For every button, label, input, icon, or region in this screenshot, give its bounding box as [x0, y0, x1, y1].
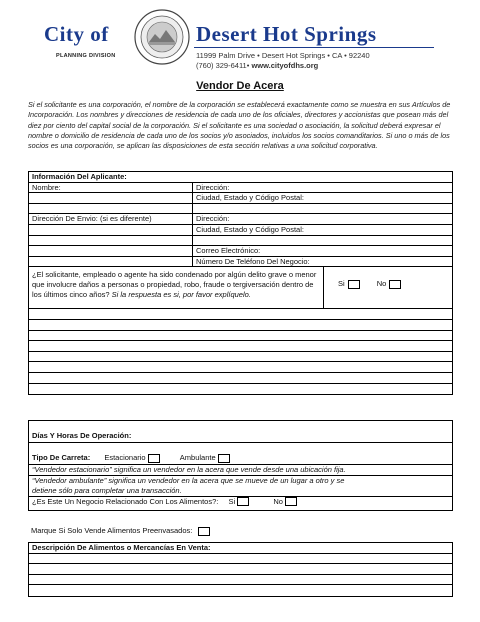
ambulant-def-line2: detiene sólo para completar una transacción.	[32, 485, 182, 495]
address2-field[interactable]: Dirección:	[196, 214, 230, 224]
goods-line[interactable]	[29, 585, 452, 596]
city2-row	[29, 225, 452, 236]
question-text: ¿El solicitante, empleado o agente ha sido condenado por algún delito grave o menor que involucre daños a personas o propiedad, robo, fraude o tergiversación dentro de los últimos cinco años?	[32, 270, 317, 300]
days-hours-label: Días Y Horas De Operación:	[32, 431, 132, 440]
header-divider	[194, 47, 434, 48]
blank-cell[interactable]	[193, 236, 452, 246]
contact-line	[196, 61, 318, 70]
business-phone-field[interactable]: Número De Teléfono Del Negocio:	[196, 256, 310, 266]
city-row	[29, 193, 452, 204]
name-field[interactable]: Nombre:	[29, 183, 193, 193]
blank-cell[interactable]	[29, 225, 193, 235]
explanation-line[interactable]	[29, 320, 452, 331]
applicant-heading: Información Del Aplicante:	[29, 172, 452, 183]
days-hours-row	[29, 421, 452, 443]
ambulant-label: Ambulante	[179, 453, 216, 462]
blank-cell[interactable]	[29, 257, 193, 267]
conviction-question-row	[29, 267, 452, 309]
explanation-line[interactable]	[29, 352, 452, 363]
city-of-text: City of	[44, 22, 109, 46]
prepackaged-row	[31, 526, 210, 536]
website-link[interactable]: www.cityofdhs.org	[251, 61, 319, 70]
phone-number: (760) 329-6411•	[196, 61, 250, 70]
blank-cell[interactable]	[29, 246, 193, 256]
phone-row	[29, 257, 452, 268]
blank-cell[interactable]	[29, 193, 193, 203]
cart-type-row	[29, 443, 452, 465]
cart-type-label: Tipo De Carreta:	[32, 453, 91, 462]
desert-hot-springs-text: Desert Hot Springs	[196, 22, 377, 46]
explanation-line[interactable]	[29, 384, 452, 395]
goods-table	[28, 542, 453, 597]
applicant-table	[28, 171, 453, 395]
operation-table	[28, 420, 453, 511]
yes-checkbox[interactable]	[348, 280, 360, 289]
goods-line[interactable]	[29, 575, 452, 586]
name-row	[29, 183, 452, 194]
prepackaged-label: Marque Si Solo Vende Alimentos Preenvasados:	[31, 526, 193, 535]
explanation-line[interactable]	[29, 331, 452, 342]
no-label: No	[376, 279, 387, 289]
email-field[interactable]: Correo Electrónico:	[196, 246, 261, 256]
ambulant-checkbox[interactable]	[218, 454, 230, 463]
mailing-address-field[interactable]: Dirección De Envio: (si es diferente)	[29, 214, 193, 224]
ambulant-def-line1: “Vendedor ambulante” significa un vendedor en la acera que se mueve de un lugar a otro y se	[32, 475, 345, 485]
goods-line[interactable]	[29, 564, 452, 575]
food-related-question: ¿Es Este Un Negocio Relacionado Con Los Alimentos?:	[32, 496, 219, 506]
food-yes-label: Si	[228, 496, 236, 506]
address-field[interactable]: Dirección:	[196, 182, 230, 192]
mailing-row	[29, 214, 452, 225]
explanation-line[interactable]	[29, 309, 452, 320]
form-title: Vendor De Acera	[196, 80, 284, 92]
explanation-line[interactable]	[29, 373, 452, 384]
spacer-row	[29, 236, 452, 247]
goods-heading: Descripción De Alimentos o Mercancías En Venta:	[29, 543, 452, 554]
city-seal-logo	[133, 8, 191, 66]
explanation-line[interactable]	[29, 341, 452, 352]
conviction-options	[324, 267, 452, 308]
question-explain: Si la respuesta es si, por favor explíquelo.	[111, 290, 251, 300]
food-no-label: No	[273, 496, 283, 506]
intro-paragraph: Si el solicitante es una corporación, el nombre de la corporación se establecerá exactamente como se muestra en sus Artículos de Incorporación. Los nombres y direcciones de residencia de cada uno de los oficiales, directores y accionistas que posean más del diez por ciento del capital social de la corporación. Si el solicitante es una sociedad o asociación, la solicitud deberá expresar el nombre o domicilio de residencia de cada uno de los socios y/o asociados, incluidos los socios comanditarios. Si uno o más de los socios es una corporación, se aplican las disposiciones de esta sección relativas a una solicitud corporativa.	[28, 100, 451, 151]
prepackaged-checkbox[interactable]	[198, 527, 210, 536]
goods-line[interactable]	[29, 554, 452, 565]
spacer-row	[29, 204, 452, 215]
food-related-row	[29, 497, 452, 510]
stationary-checkbox[interactable]	[148, 454, 160, 463]
blank-cell[interactable]	[29, 204, 193, 214]
no-checkbox[interactable]	[389, 280, 401, 289]
stationary-definition: “Vendedor estacionario” significa un vendedor en la acera que vende desde una ubicación fija.	[29, 465, 452, 476]
planning-division-label: PLANNING DIVISION	[56, 53, 116, 59]
conviction-question	[29, 267, 324, 308]
yes-label: Si	[338, 279, 345, 289]
city-state-zip2-field[interactable]: Ciudad, Estado y Código Postal:	[196, 224, 304, 234]
food-no-checkbox[interactable]	[285, 497, 297, 506]
food-yes-checkbox[interactable]	[237, 497, 249, 506]
stationary-label: Estacionario	[104, 453, 146, 462]
ambulant-definition	[29, 476, 452, 497]
explanation-line[interactable]	[29, 362, 452, 373]
email-row	[29, 246, 452, 257]
blank-cell[interactable]	[193, 204, 452, 214]
city-state-zip-field[interactable]: Ciudad, Estado y Código Postal:	[196, 193, 304, 203]
blank-cell[interactable]	[29, 236, 193, 246]
address-line: 11999 Palm Drive • Desert Hot Springs • CA • 92240	[196, 51, 370, 60]
